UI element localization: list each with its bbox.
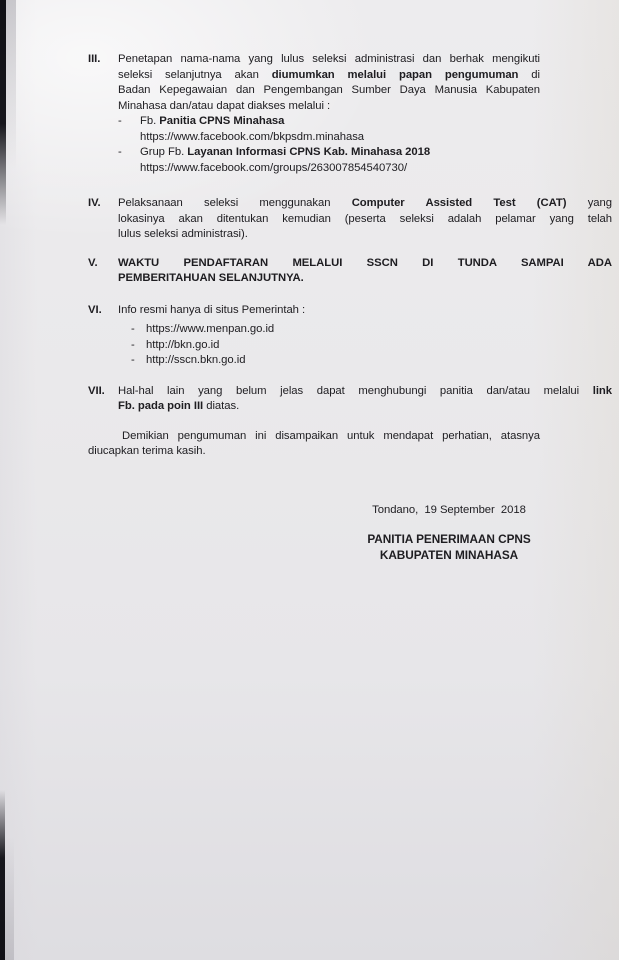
section-iii [88, 52, 612, 176]
facebook-group-content [140, 145, 540, 176]
section-vii-paragraph: Hal-hal lain yang belum jelas dapat menghubungi panitia dan/atau melalui link Fb. pada poin III diatas. [118, 384, 612, 412]
section-vi-number: VI. [88, 303, 102, 316]
facebook-links-list [118, 114, 540, 176]
paper-edge-shadow-bottom-left [5, 815, 14, 960]
signature-block [354, 503, 544, 564]
gov-site-url: https://www.menpan.go.id [146, 323, 275, 335]
gov-site-item [131, 322, 612, 338]
section-vii [88, 384, 612, 415]
place-and-date: Tondano, 19 September 2018 [372, 503, 526, 516]
section-vi-intro: Info resmi hanya di situs Pemerintah : [118, 303, 306, 316]
section-iv-body [118, 196, 612, 243]
facebook-page-url: https://www.facebook.com/bkpsdm.minahasa [140, 130, 365, 143]
dash-bullet-icon: - [118, 146, 122, 158]
section-iii-paragraph: Penetapan nama-nama yang lulus seleksi administrasi dan berhak mengikuti seleksi selanjutnya akan diumumkan melalui papan pengumuman di Badan Kepegawaian dan Pengembangan Sumber Daya Manusia Kabupaten Minahasa dan/atau dapat diakses melalui : [118, 53, 540, 112]
government-sites-list [131, 322, 612, 369]
facebook-page-label: Fb. Panitia CPNS Minahasa [140, 115, 285, 127]
section-vii-number: VII. [88, 384, 105, 397]
dash-bullet-icon: - [131, 338, 135, 351]
section-v-paragraph: WAKTU PENDAFTARAN MELALUI SSCN DI TUNDA SAMPAI ADA PEMBERITAHUAN SELANJUTNYA. [118, 256, 612, 284]
section-vi-body [118, 303, 612, 369]
section-iii-number: III. [88, 53, 101, 65]
section-v-body [118, 256, 612, 287]
section-v [88, 256, 612, 287]
dash-bullet-icon: - [131, 354, 135, 366]
dash-bullet-icon: - [118, 115, 122, 127]
section-vi [88, 303, 612, 369]
announcement-content [88, 0, 612, 563]
section-iv-paragraph: Pelaksanaan seleksi menggunakan Computer Assisted Test (CAT) yang lokasinya akan ditentukan kemudian (peserta seleksi adalah pelamar yang telah lulus seleksi administrasi). [118, 197, 612, 240]
committee-name-line-1: PANITIA PENERIMAAN CPNS [367, 532, 531, 546]
gov-site-url: http://sscn.bkn.go.id [146, 354, 246, 366]
paper-edge-shadow-top-left [6, 0, 16, 190]
gov-site-item [131, 353, 612, 369]
facebook-page-content [140, 114, 540, 145]
section-vii-body [118, 384, 612, 415]
facebook-group-item [118, 145, 540, 176]
committee-name-line-2: KABUPATEN MINAHASA [379, 547, 519, 562]
facebook-group-label: Grup Fb. Layanan Informasi CPNS Kab. Minahasa 2018 [140, 146, 431, 158]
closing-paragraph: Demikian pengumuman ini disampaikan untuk mendapat perhatian, atasnya diucapkan terima kasih. [88, 429, 540, 457]
dash-bullet-icon: - [131, 323, 135, 335]
committee-name [354, 532, 544, 563]
section-iv-number: IV. [88, 197, 101, 209]
facebook-group-url: https://www.facebook.com/groups/263007854540730/ [140, 161, 408, 174]
gov-site-item [131, 338, 612, 354]
section-v-number: V. [88, 256, 98, 269]
section-iv [88, 196, 612, 243]
facebook-page-item [118, 114, 540, 145]
section-iii-body [118, 52, 612, 176]
gov-site-url: http://bkn.go.id [146, 338, 220, 351]
